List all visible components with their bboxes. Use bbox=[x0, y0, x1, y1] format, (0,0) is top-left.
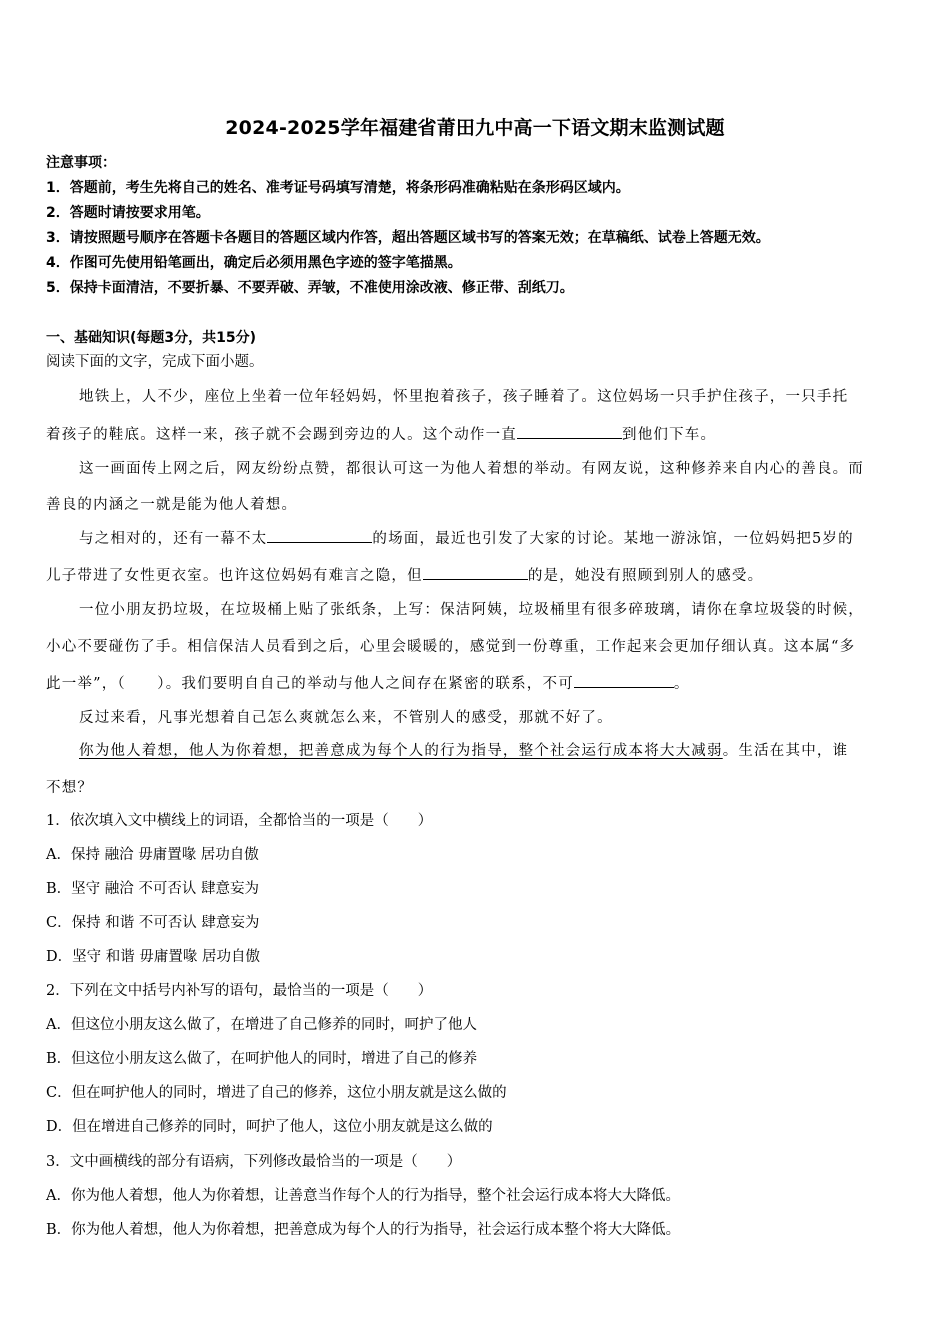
passage-text: 。生活在其中，谁 bbox=[722, 743, 849, 759]
fill-blank-4 bbox=[574, 673, 674, 688]
passage-text: 着孩子的鞋底。这样一来，孩子就不会踢到旁边的人。这个动作一直 bbox=[46, 427, 517, 443]
question-2: 2．下列在文中括号内补写的语句，最恰当的一项是（ ） bbox=[46, 983, 433, 999]
passage-line bbox=[79, 527, 939, 548]
q2-option-d: D．但在增进自己修养的同时，呵护了他人，这位小朋友就是这么做的 bbox=[46, 1119, 493, 1135]
q2-option-c: C．但在呵护他人的同时，增进了自己的修养，这位小朋友就是这么做的 bbox=[46, 1085, 507, 1101]
passage-line bbox=[46, 564, 906, 585]
passage-text: 与之相对的，还有一幕不太 bbox=[79, 531, 268, 547]
underlined-sentence: 你为他人着想，他人为你着想，把善意成为每个人的行为指导，整个社会运行成本将大大减弱 bbox=[79, 743, 723, 759]
q3-option-b: B．你为他人着想，他人为你着想，把善意成为每个人的行为指导，社会运行成本整个将大大降低。 bbox=[46, 1222, 681, 1238]
notice-heading: 注意事项： bbox=[46, 155, 116, 171]
passage-line: 不想？ bbox=[46, 780, 94, 796]
notice-item-2: 2．答题时请按要求用笔。 bbox=[46, 205, 210, 221]
page-title: 2024-2025学年福建省莆田九中高一下语文期末监测试题 bbox=[225, 117, 725, 139]
passage-text: 的是，她没有照顾到别人的感受。 bbox=[527, 568, 764, 584]
passage-line: 小心不要碰伤了手。相信保洁人员看到之后，心里会暖暖的，感觉到一份尊重，工作起来会更加仔细认真。这本属“多 bbox=[46, 639, 856, 655]
passage-line bbox=[46, 672, 906, 693]
fill-blank-1 bbox=[517, 424, 622, 439]
notice-item-4: 4．作图可先使用铅笔画出，确定后必须用黑色字迹的签字笔描黑。 bbox=[46, 255, 462, 271]
passage-line bbox=[79, 739, 939, 760]
section-heading: 一、基础知识(每题3分，共15分) bbox=[46, 330, 257, 346]
passage-line: 一位小朋友扔垃圾，在垃圾桶上贴了张纸条，上写：保洁阿姨，垃圾桶里有很多碎玻璃，请你在拿垃圾袋的时候， bbox=[79, 602, 864, 618]
q1-option-a: A．保持 融洽 毋庸置喙 居功自傲 bbox=[46, 847, 259, 863]
q2-option-b: B．但这位小朋友这么做了，在呵护他人的同时，增进了自己的修养 bbox=[46, 1051, 478, 1067]
passage-line: 反过来看，凡事光想着自己怎么爽就怎么来，不管别人的感受，那就不好了。 bbox=[79, 710, 613, 726]
question-1: 1．依次填入文中横线上的词语，全都恰当的一项是（ ） bbox=[46, 813, 433, 829]
passage-text: 儿子带进了女性更衣室。也许这位妈妈有难言之隐，但 bbox=[46, 568, 423, 584]
passage-line: 这一画面传上网之后，网友纷纷点赞，都很认可这一为他人着想的举动。有网友说，这种修养来自内心的善良。而 bbox=[79, 461, 864, 477]
q1-option-b: B．坚守 融洽 不可否认 肆意妄为 bbox=[46, 881, 259, 897]
question-3: 3．文中画横线的部分有语病，下列修改最恰当的一项是（ ） bbox=[46, 1154, 462, 1170]
passage-line: 善良的内涵之一就是能为他人着想。 bbox=[46, 497, 298, 513]
passage-line bbox=[46, 423, 906, 444]
notice-item-1: 1．答题前，考生先将自己的姓名、准考证号码填写清楚，将条形码准确粘贴在条形码区域内。 bbox=[46, 180, 630, 196]
notice-item-3: 3．请按照题号顺序在答题卡各题目的答题区域内作答，超出答题区域书写的答案无效；在草稿纸、试卷上答题无效。 bbox=[46, 230, 770, 246]
q1-option-d: D．坚守 和谐 毋庸置喙 居功自傲 bbox=[46, 949, 260, 965]
fill-blank-2 bbox=[267, 528, 372, 543]
q3-option-a: A．你为他人着想，他人为你着想，让善意当作每个人的行为指导，整个社会运行成本将大大降低。 bbox=[46, 1188, 680, 1204]
q1-option-c: C．保持 和谐 不可否认 肆意妄为 bbox=[46, 915, 260, 931]
passage-text: 到他们下车。 bbox=[622, 427, 717, 443]
passage-line: 地铁上，人不少，座位上坐着一位年轻妈妈，怀里抱着孩子，孩子睡着了。这位妈场一只手护住孩子，一只手托 bbox=[79, 389, 849, 405]
fill-blank-3 bbox=[423, 565, 528, 580]
passage-text: 的场面，最近也引发了大家的讨论。某地一游泳馆，一位妈妈把5岁的 bbox=[372, 531, 854, 547]
notice-item-5: 5．保持卡面清洁，不要折暴、不要弄破、弄皱，不准使用涂改液、修正带、刮纸刀。 bbox=[46, 280, 574, 296]
section-instruction: 阅读下面的文字，完成下面小题。 bbox=[46, 354, 264, 370]
passage-text: 。 bbox=[673, 676, 690, 692]
q2-option-a: A．但这位小朋友这么做了，在增进了自己修养的同时，呵护了他人 bbox=[46, 1017, 477, 1033]
passage-text: 此一举”，（ ）。我们要明自自己的举动与他人之间存在紧密的联系，不可 bbox=[46, 676, 574, 692]
